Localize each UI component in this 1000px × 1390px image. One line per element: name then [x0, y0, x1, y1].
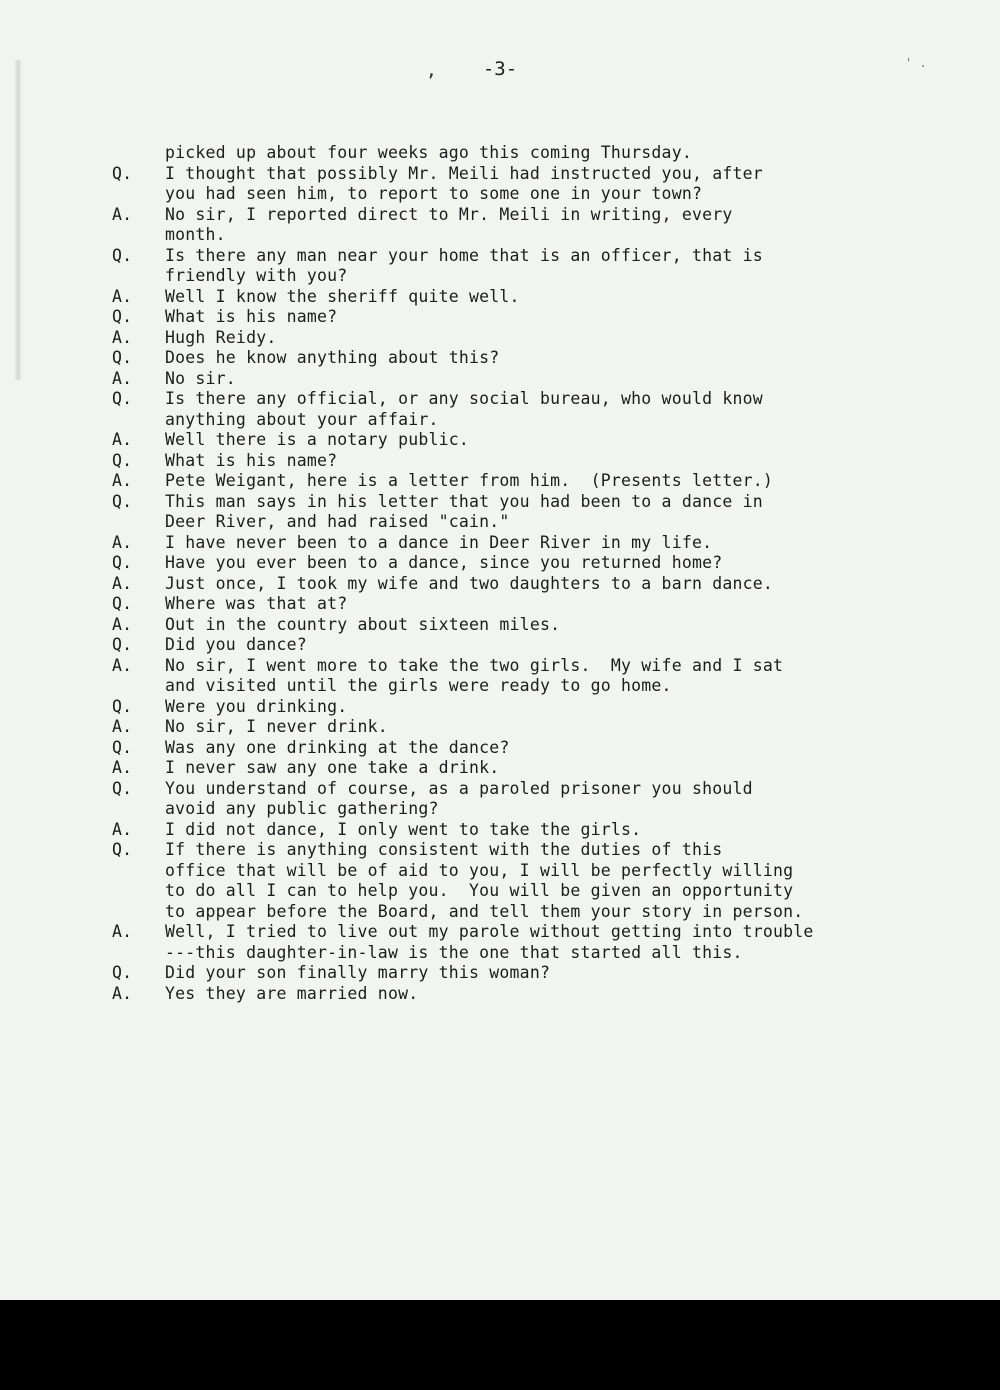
speaker-label: A.: [112, 922, 133, 941]
bottom-band: [0, 1300, 1000, 1390]
transcript-entry: [112, 717, 982, 738]
entry-text: [165, 615, 982, 636]
text-line: I thought that possibly Mr. Meili had instructed you, after: [165, 163, 763, 183]
entry-text: [165, 143, 982, 164]
entry-text: [165, 492, 982, 533]
entry-text: [165, 205, 982, 246]
transcript-entry: [112, 369, 982, 390]
transcript-entry: [112, 922, 982, 963]
text-line: and visited until the girls were ready to go home.: [165, 676, 672, 695]
text-line: Pete Weigant, here is a letter from him. (Presents letter.): [165, 471, 774, 490]
transcript-entry: [112, 820, 982, 841]
speaker-label: Q.: [112, 778, 133, 798]
speaker-label: A.: [112, 532, 133, 552]
speaker-label: A.: [112, 368, 133, 388]
transcript-entry: [112, 451, 982, 472]
text-line: No sir.: [165, 368, 236, 388]
entry-text: [165, 471, 982, 492]
speaker-label: A.: [112, 430, 133, 449]
text-line: Well there is a notary public.: [165, 430, 470, 449]
speaker-label: A.: [112, 655, 133, 675]
transcript-entry: [112, 328, 982, 349]
text-line: Well I know the sheriff quite well.: [165, 286, 520, 306]
transcript-entry: [112, 840, 982, 922]
transcript-entry: [112, 758, 982, 779]
paper-edge-shadow: [14, 60, 22, 380]
speaker-label: A.: [112, 819, 133, 839]
text-line: picked up about four weeks ago this coming Thursday.: [165, 143, 692, 162]
transcript-entry: [112, 471, 982, 492]
entry-text: [165, 533, 982, 554]
entry-text: [165, 574, 982, 595]
corner-mark: ' .: [905, 56, 927, 70]
transcript-entry: [112, 348, 982, 369]
speaker-label: Q.: [112, 450, 133, 470]
entry-text: [165, 389, 982, 430]
transcript-entry: [112, 779, 982, 820]
entry-text: [165, 922, 982, 963]
speaker-label: A.: [112, 286, 133, 306]
speaker-label: A.: [112, 758, 133, 777]
transcript: [112, 143, 982, 1004]
entry-text: [165, 553, 982, 574]
text-line: Is there any man near your home that is an officer, that is: [165, 245, 763, 265]
entry-text: [165, 246, 982, 287]
text-line: Well, I tried to live out my parole without getting into trouble: [165, 922, 814, 941]
speaker-label: Q.: [112, 696, 133, 716]
entry-text: [165, 635, 982, 656]
text-line: Where was that at?: [165, 594, 348, 613]
transcript-entry: [112, 246, 982, 287]
text-line: You understand of course, as a paroled prisoner you should: [165, 778, 753, 798]
transcript-entry: [112, 143, 982, 164]
text-line: I never saw any one take a drink.: [165, 758, 500, 777]
text-line: avoid any public gathering?: [165, 799, 439, 818]
text-line: Was any one drinking at the dance?: [165, 737, 510, 757]
speaker-label: Q.: [112, 963, 133, 982]
text-line: Just once, I took my wife and two daughters to a barn dance.: [165, 573, 774, 593]
entry-text: [165, 328, 982, 349]
entry-text: [165, 656, 982, 697]
speaker-label: A.: [112, 573, 133, 593]
entry-text: [165, 758, 982, 779]
entry-text: [165, 697, 982, 718]
text-line: Does he know anything about this?: [165, 348, 500, 367]
text-line: ---this daughter-in-law is the one that started all this.: [165, 942, 743, 962]
text-line: What is his name?: [165, 450, 338, 470]
text-line: I did not dance, I only went to take the girls.: [165, 819, 642, 839]
text-line: Did your son finally marry this woman?: [165, 963, 551, 982]
transcript-entry: [112, 430, 982, 451]
transcript-entry: [112, 635, 982, 656]
speaker-label: Q.: [112, 553, 133, 572]
speaker-label: Q.: [112, 635, 133, 654]
transcript-entry: [112, 738, 982, 759]
entry-text: [165, 164, 982, 205]
text-line: you had seen him, to report to some one in your town?: [165, 184, 703, 203]
transcript-entry: [112, 984, 982, 1005]
text-line: to appear before the Board, and tell them your story in person.: [165, 901, 804, 921]
transcript-entry: [112, 205, 982, 246]
speaker-label: Q.: [112, 737, 133, 757]
text-line: Were you drinking.: [165, 696, 348, 716]
text-line: Deer River, and had raised "cain.": [165, 512, 510, 531]
entry-text: [165, 738, 982, 759]
text-line: Yes they are married now.: [165, 983, 419, 1003]
speaker-label: Q.: [112, 245, 133, 265]
text-line: friendly with you?: [165, 266, 348, 285]
text-line: anything about your affair.: [165, 409, 439, 429]
transcript-entry: [112, 164, 982, 205]
speaker-label: A.: [112, 983, 133, 1003]
entry-text: [165, 430, 982, 451]
text-line: I have never been to a dance in Deer River in my life.: [165, 532, 713, 552]
speaker-label: Q.: [112, 840, 133, 859]
text-line: month.: [165, 225, 226, 244]
stray-mark: ,: [426, 60, 437, 81]
entry-text: [165, 451, 982, 472]
entry-text: [165, 307, 982, 328]
text-line: Did you dance?: [165, 635, 307, 654]
speaker-label: Q.: [112, 491, 133, 511]
entry-text: [165, 369, 982, 390]
transcript-entry: [112, 307, 982, 328]
speaker-label: Q.: [112, 163, 133, 183]
transcript-entry: [112, 574, 982, 595]
speaker-label: A.: [112, 327, 133, 347]
entry-text: [165, 348, 982, 369]
text-line: to do all I can to help you. You will be given an opportunity: [165, 881, 794, 900]
entry-text: [165, 779, 982, 820]
page-number: -3-: [482, 58, 518, 80]
speaker-label: Q.: [112, 307, 133, 326]
text-line: If there is anything consistent with the duties of this: [165, 840, 723, 859]
speaker-label: Q.: [112, 389, 133, 408]
text-line: Is there any official, or any social bureau, who would know: [165, 389, 763, 408]
transcript-entry: [112, 656, 982, 697]
transcript-entry: [112, 533, 982, 554]
text-line: No sir, I reported direct to Mr. Meili in writing, every: [165, 204, 733, 224]
speaker-label: A.: [112, 717, 133, 736]
speaker-label: A.: [112, 471, 133, 490]
entry-text: [165, 594, 982, 615]
text-line: Hugh Reidy.: [165, 327, 277, 347]
entry-text: [165, 717, 982, 738]
speaker-label: Q.: [112, 594, 133, 613]
text-line: What is his name?: [165, 307, 338, 326]
text-line: Out in the country about sixteen miles.: [165, 614, 561, 634]
transcript-entry: [112, 389, 982, 430]
entry-text: [165, 287, 982, 308]
entry-text: [165, 840, 982, 922]
transcript-entry: [112, 697, 982, 718]
transcript-entry: [112, 963, 982, 984]
transcript-entry: [112, 492, 982, 533]
transcript-entry: [112, 553, 982, 574]
transcript-entry: [112, 287, 982, 308]
speaker-label: A.: [112, 614, 133, 634]
entry-text: [165, 963, 982, 984]
entry-text: [165, 820, 982, 841]
entry-text: [165, 984, 982, 1005]
text-line: No sir, I never drink.: [165, 717, 388, 736]
speaker-label: Q.: [112, 348, 133, 367]
transcript-entry: [112, 615, 982, 636]
speaker-label: A.: [112, 204, 133, 224]
text-line: No sir, I went more to take the two girls. My wife and I sat: [165, 655, 784, 675]
transcript-entry: [112, 594, 982, 615]
text-line: office that will be of aid to you, I will be perfectly willing: [165, 860, 794, 880]
text-line: Have you ever been to a dance, since you returned home?: [165, 553, 723, 572]
text-line: This man says in his letter that you had been to a dance in: [165, 491, 763, 511]
